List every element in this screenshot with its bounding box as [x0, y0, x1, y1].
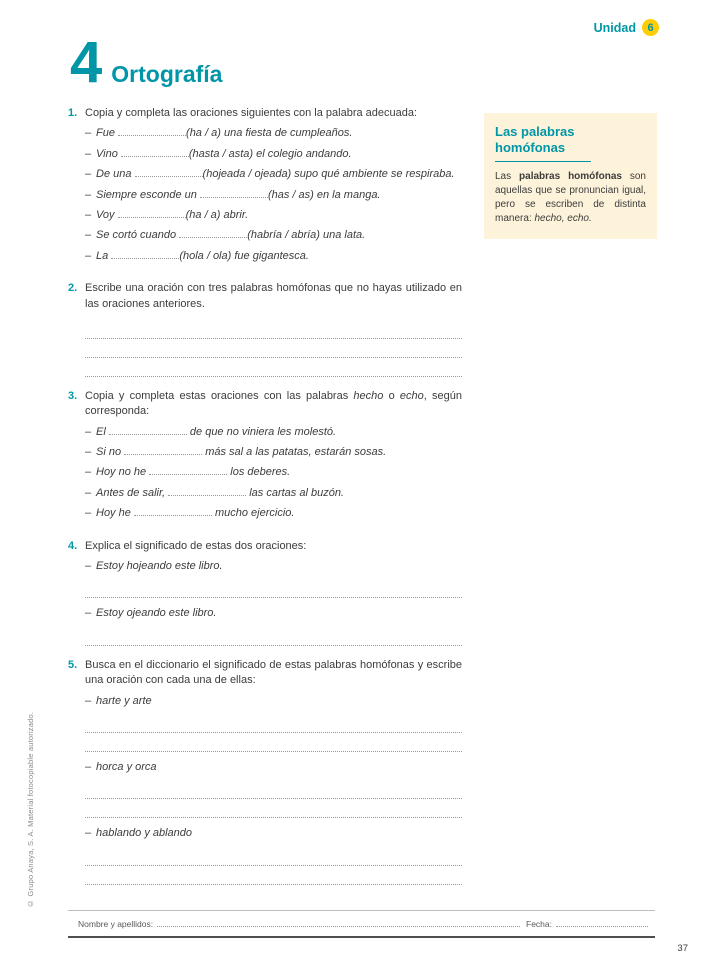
footer-name-date-row	[78, 917, 648, 929]
word-options: (hasta / asta)	[188, 147, 254, 160]
sentence-pre: Voy	[96, 208, 115, 221]
fill-blank-sentence	[85, 486, 462, 501]
exercise-1-body	[85, 106, 462, 269]
sentence-pre: La	[96, 249, 109, 262]
dash-bullet: –	[85, 486, 92, 499]
answer-line[interactable]	[85, 627, 462, 646]
word-options: (ha / a)	[186, 127, 221, 140]
answer-blank[interactable]	[168, 495, 246, 496]
sentence-text	[96, 228, 462, 243]
dash-bullet: –	[85, 560, 92, 573]
sentence-text	[96, 249, 462, 264]
word-options: (ha / a)	[185, 208, 221, 221]
date-fill-line[interactable]	[556, 917, 648, 927]
fill-blank-sentence	[85, 445, 462, 460]
sentence-text	[96, 445, 462, 460]
pair-text: hablando y ablando	[96, 827, 193, 840]
dash-bullet: –	[85, 760, 92, 773]
exercise-column	[68, 106, 462, 897]
sentence-pre: De una	[96, 168, 132, 181]
sentence-text	[96, 167, 462, 182]
exercise-4-prompt: Explica el significado de estas dos oraciones:	[85, 539, 307, 552]
answer-line[interactable]	[85, 579, 462, 598]
exercise-2	[68, 281, 462, 377]
sentence-text	[96, 425, 462, 440]
name-label: Nombre y apellidos:	[78, 919, 154, 929]
answer-blank[interactable]	[200, 197, 268, 198]
sentence-post: en la manga.	[316, 188, 381, 201]
answer-blank[interactable]	[135, 176, 203, 177]
exercise-3-body	[85, 389, 462, 527]
answer-blank[interactable]	[109, 434, 187, 435]
dash-bullet: –	[85, 249, 92, 262]
dash-bullet: –	[85, 827, 92, 840]
exercise-2-prompt: Escribe una oración con tres palabras homófonas que no hayas utilizado en las oraciones anteriores.	[85, 282, 462, 310]
exercise-5-body	[85, 658, 462, 885]
dash-bullet: –	[85, 446, 92, 459]
answer-blank[interactable]	[111, 258, 179, 259]
exercise-5-number: 5.	[68, 658, 78, 671]
dash-bullet: –	[85, 694, 92, 707]
info-box-text: Las palabras homófonas son aquellas que se pronuncian igual, pero se escriben de distinta manera: hecho, echo.	[495, 171, 646, 225]
answer-line[interactable]	[85, 866, 462, 885]
exercise-1-prompt: Copia y completa las oraciones siguientes con la palabra adecuada:	[85, 107, 418, 119]
answer-line[interactable]	[85, 358, 462, 377]
exercise-3	[68, 389, 462, 527]
dash-bullet: –	[85, 147, 92, 160]
section-number: 4	[70, 30, 101, 95]
sentence-text	[96, 126, 462, 141]
answer-blank[interactable]	[124, 454, 202, 455]
answer-line[interactable]	[85, 733, 462, 752]
sentence-text	[96, 486, 462, 501]
answer-blank[interactable]	[179, 237, 247, 238]
homophone-pair	[85, 760, 462, 775]
exercise-1	[68, 106, 462, 269]
dash-bullet: –	[85, 229, 92, 242]
word-options: (hojeada / ojeada)	[202, 168, 292, 181]
dash-bullet: –	[85, 425, 92, 438]
sentence-post: supo qué ambiente se respiraba.	[294, 168, 455, 181]
exercise-2-number: 2.	[68, 282, 78, 295]
sentence-text	[96, 188, 462, 203]
unit-header	[594, 19, 659, 36]
answer-blank[interactable]	[149, 474, 227, 475]
info-box-homophones	[484, 113, 657, 239]
fill-blank-sentence	[85, 425, 462, 440]
answer-blank[interactable]	[134, 515, 212, 516]
sentence-text	[96, 208, 462, 223]
sentence-pre: Fue	[96, 127, 115, 140]
pair-text: horca y orca	[96, 760, 157, 773]
fill-blank-sentence	[85, 147, 462, 162]
sentence-post: las cartas al buzón.	[249, 486, 344, 499]
fill-blank-sentence	[85, 249, 462, 264]
answer-line[interactable]	[85, 320, 462, 339]
exercise-5-prompt: Busca en el diccionario el significado de estas palabras homófonas y escribe una oración con cada una de ellas:	[85, 658, 462, 687]
sentence-pre: Si no	[96, 446, 122, 459]
sentence-pre: Hoy he	[96, 507, 131, 520]
dash-bullet: –	[85, 208, 92, 221]
name-fill-line[interactable]	[157, 917, 520, 927]
date-label: Fecha:	[526, 919, 552, 929]
answer-line[interactable]	[85, 714, 462, 733]
sentence-to-explain	[85, 559, 462, 574]
homophone-pair	[85, 694, 462, 709]
page-title: Ortografía	[111, 61, 223, 87]
answer-blank[interactable]	[118, 135, 186, 136]
exercise-4-number: 4.	[68, 539, 78, 552]
info-box-title: Las palabras homófonas	[495, 124, 575, 155]
sentence-pre: Hoy no he	[96, 466, 147, 479]
sentence-post: fue gigantesca.	[234, 249, 309, 262]
sentence-post: abrir.	[223, 208, 249, 221]
dash-bullet: –	[85, 607, 92, 620]
dash-bullet: –	[85, 168, 92, 181]
sentence-pre: Siempre esconde un	[96, 188, 197, 201]
fill-blank-sentence	[85, 506, 462, 521]
sentence-text: Estoy ojeando este libro.	[96, 607, 217, 620]
fill-blank-sentence	[85, 126, 462, 141]
fill-blank-sentence	[85, 208, 462, 223]
sentence-pre: Se cortó cuando	[96, 229, 177, 242]
exercise-5	[68, 658, 462, 885]
sentence-pre: El	[96, 425, 106, 438]
answer-line[interactable]	[85, 339, 462, 358]
copyright-notice: © Grupo Anaya, S. A. Material fotocopiable autorizado.	[26, 711, 35, 908]
dash-bullet: –	[85, 127, 92, 140]
dash-bullet: –	[85, 507, 92, 520]
sentence-post: de que no viniera les molestó.	[189, 425, 337, 438]
unit-label: Unidad	[593, 20, 636, 35]
fill-blank-sentence	[85, 167, 462, 182]
footer-bottom-rule	[68, 936, 655, 938]
sentence-post: una lata.	[323, 229, 366, 242]
dash-bullet: –	[85, 188, 92, 201]
exercise-1-number: 1.	[68, 107, 78, 119]
exercise-4-body	[85, 539, 462, 646]
exercise-4	[68, 539, 462, 646]
pair-text: harte y arte	[96, 694, 152, 707]
homophone-pair	[85, 826, 462, 841]
sentence-post: mucho ejercicio.	[214, 507, 295, 520]
sentence-text	[96, 465, 462, 480]
exercise-3-number: 3.	[68, 389, 78, 402]
unit-number-badge: 6	[642, 19, 659, 36]
page-number: 37	[677, 943, 688, 954]
sentence-text: Estoy hojeando este libro.	[96, 560, 223, 573]
answer-blank[interactable]	[121, 156, 189, 157]
answer-line[interactable]	[85, 780, 462, 799]
exercise-3-prompt: Copia y completa estas oraciones con las palabras hecho o echo, según corresponda:	[85, 389, 462, 418]
sentence-post: los deberes.	[230, 466, 291, 479]
word-options: (habría / abría)	[247, 229, 320, 242]
footer-top-rule	[68, 910, 655, 911]
fill-blank-sentence	[85, 228, 462, 243]
sentence-post: el colegio andando.	[256, 147, 352, 160]
fill-blank-sentence	[85, 465, 462, 480]
answer-blank[interactable]	[118, 217, 186, 218]
word-options: (has / as)	[267, 188, 314, 201]
fill-blank-sentence	[85, 188, 462, 203]
sentence-pre: Antes de salir,	[96, 486, 166, 499]
word-options: (hola / ola)	[179, 249, 232, 262]
sentence-text	[96, 506, 462, 521]
answer-line[interactable]	[85, 847, 462, 866]
sentence-post: una fiesta de cumpleaños.	[223, 127, 353, 140]
sentence-text	[96, 147, 462, 162]
info-box-divider	[495, 161, 591, 162]
sentence-post: más sal a las patatas, estarán sosas.	[205, 446, 387, 459]
exercise-2-body	[85, 281, 462, 377]
sentence-pre: Vino	[96, 147, 118, 160]
answer-line[interactable]	[85, 799, 462, 818]
sentence-to-explain	[85, 606, 462, 621]
section-header	[70, 30, 223, 95]
dash-bullet: –	[85, 466, 92, 479]
